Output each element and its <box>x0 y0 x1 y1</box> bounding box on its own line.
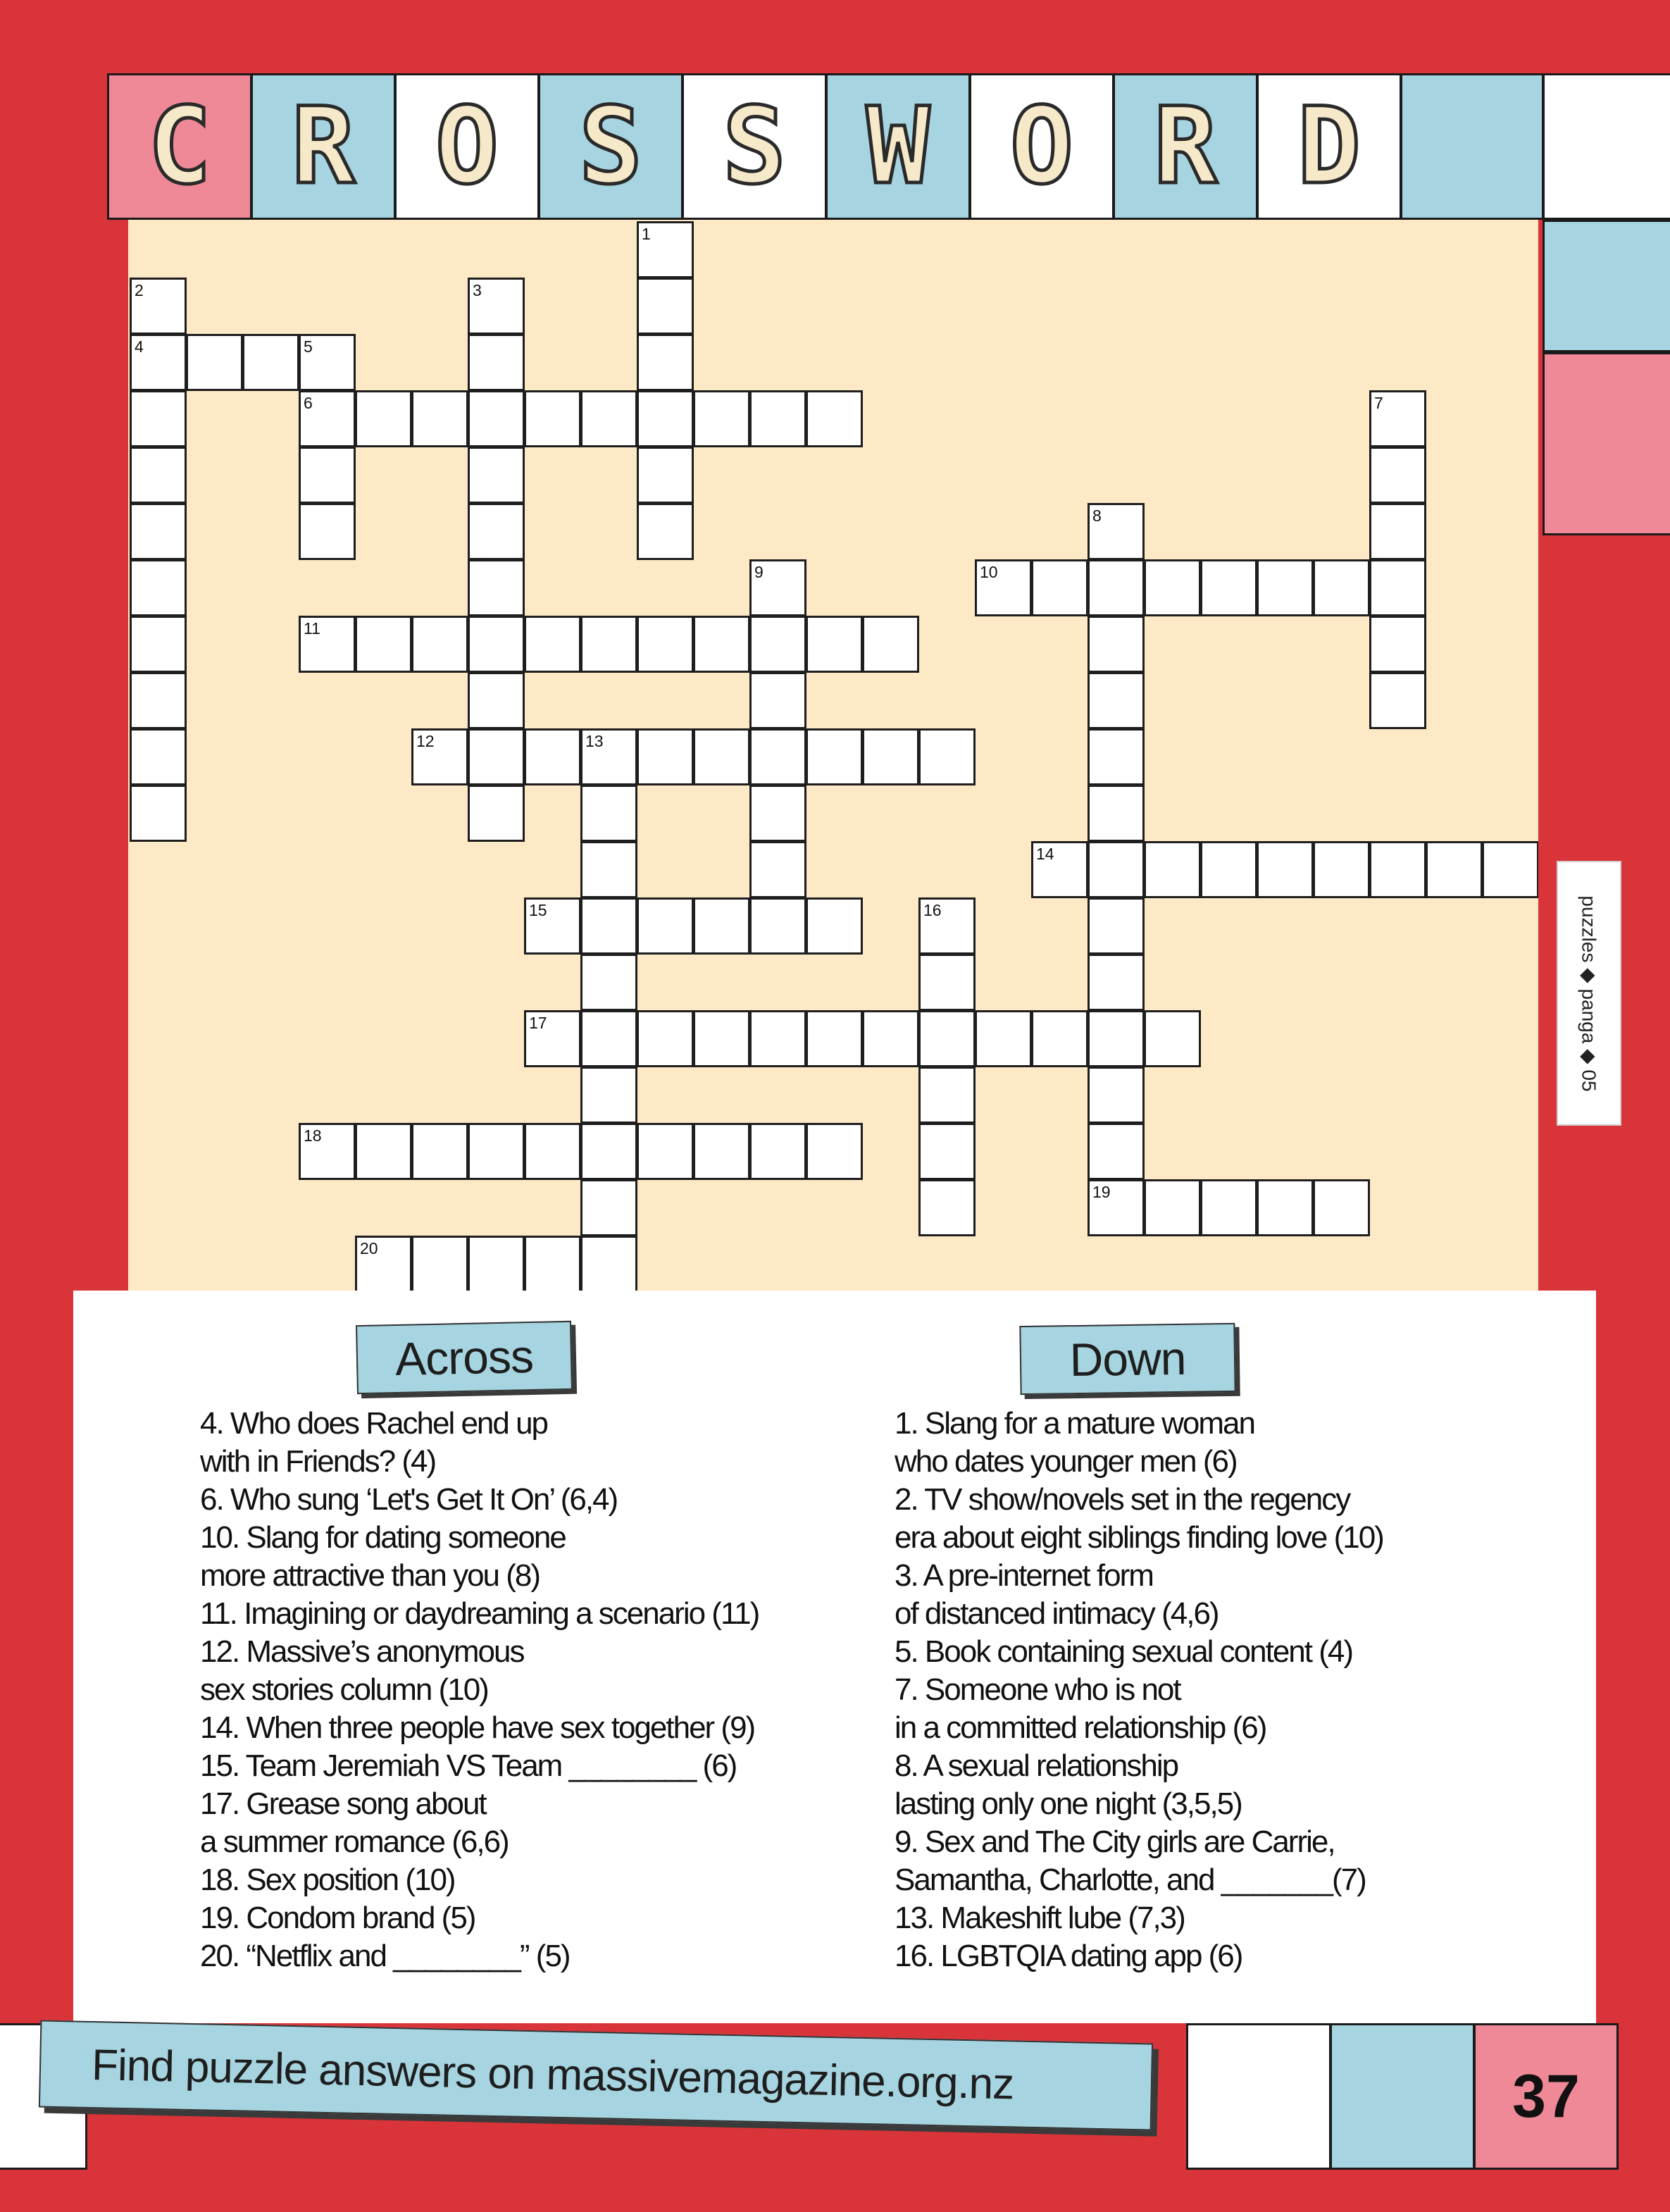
grid-cell[interactable] <box>355 390 412 447</box>
clue-number: 8 <box>1092 507 1102 525</box>
across-clue-line: 20. “Netflix and ________” (5) <box>200 1939 570 1973</box>
grid-cell[interactable] <box>468 672 525 729</box>
grid-cell[interactable] <box>1200 1179 1257 1236</box>
grid-cell[interactable] <box>918 1067 976 1124</box>
across-clue-line: 4. Who does Rachel end up <box>200 1406 548 1441</box>
down-clue-line: 16. LGBTQIA dating app (6) <box>895 1939 1242 1973</box>
clue-number: 15 <box>529 901 547 919</box>
across-clue-line: 11. Imagining or daydreaming a scenario (11) <box>200 1596 759 1631</box>
grid-cell[interactable] <box>637 1123 694 1180</box>
grid-cell[interactable] <box>524 390 581 447</box>
across-clue-line: 19. Condom brand (5) <box>200 1901 475 1935</box>
grid-cell[interactable] <box>580 1067 637 1124</box>
grid-cell[interactable] <box>355 616 412 673</box>
clue-number: 20 <box>360 1239 378 1257</box>
grid-cell[interactable] <box>1144 1010 1201 1067</box>
grid-cell[interactable] <box>637 616 694 673</box>
down-clue-line: who dates younger men (6) <box>895 1444 1237 1479</box>
across-clue-list <box>200 1405 904 1975</box>
grid-cell[interactable] <box>918 1010 976 1067</box>
grid-cell[interactable] <box>580 616 637 673</box>
grid-cell[interactable] <box>1088 728 1145 785</box>
across-clue-line: sex stories column (10) <box>200 1672 488 1707</box>
title-letter-o2: O <box>969 73 1114 220</box>
title-letter-o: O <box>394 73 540 220</box>
title-letter-w: W <box>825 73 971 220</box>
grid-cell[interactable] <box>411 390 468 447</box>
down-clue-line: 7. Someone who is not <box>895 1672 1180 1707</box>
grid-cell[interactable] <box>580 390 637 447</box>
footer-square-blue <box>1330 2023 1475 2170</box>
down-clue-line: lasting only one night (3,5,5) <box>895 1787 1242 1821</box>
grid-cell[interactable] <box>693 1123 750 1180</box>
grid-cell[interactable] <box>1088 616 1145 673</box>
grid-cell[interactable] <box>411 616 468 673</box>
grid-cell[interactable] <box>1313 1179 1370 1236</box>
grid-cell[interactable] <box>749 841 806 898</box>
grid-cell[interactable] <box>1426 841 1483 898</box>
grid-cell[interactable] <box>1088 841 1145 898</box>
clue-number: 10 <box>980 563 998 581</box>
down-clue-line: 8. A sexual relationship <box>895 1748 1178 1783</box>
grid-cell[interactable] <box>918 1179 976 1236</box>
grid-cell[interactable] <box>637 897 694 955</box>
grid-cell[interactable] <box>1088 1067 1145 1124</box>
down-heading-text: Down <box>1069 1331 1186 1386</box>
grid-cell[interactable] <box>693 616 750 673</box>
title-letter-c: C <box>107 73 252 220</box>
grid-cell[interactable] <box>411 1123 468 1180</box>
grid-cell[interactable] <box>299 503 356 560</box>
grid-cell[interactable] <box>1369 503 1426 560</box>
clue-number: 5 <box>304 337 313 356</box>
grid-cell[interactable] <box>186 334 243 391</box>
grid-cell[interactable] <box>580 1010 637 1067</box>
down-clue-line: 2. TV show/novels set in the regency <box>895 1482 1350 1517</box>
down-heading <box>1019 1323 1235 1395</box>
grid-cell[interactable] <box>1144 1179 1201 1236</box>
grid-cell[interactable] <box>637 1010 694 1067</box>
grid-cell[interactable] <box>862 1010 919 1067</box>
grid-cell[interactable] <box>580 1179 637 1236</box>
page-number: 37 <box>1512 2062 1580 2130</box>
grid-cell[interactable] <box>130 447 187 504</box>
title-empty-square <box>1400 73 1544 220</box>
grid-cell[interactable] <box>693 1010 750 1067</box>
title-letter-d: D <box>1257 73 1402 220</box>
grid-cell[interactable] <box>468 334 525 391</box>
grid-cell[interactable] <box>411 1236 468 1291</box>
across-clue-line: with in Friends? (4) <box>200 1444 436 1479</box>
clue-number: 19 <box>1092 1183 1111 1201</box>
clue-number: 11 <box>304 619 320 638</box>
grid-cell[interactable] <box>580 785 637 842</box>
grid-cell[interactable] <box>1031 559 1088 616</box>
grid-cell[interactable] <box>1031 1010 1088 1067</box>
grid-cell[interactable] <box>524 728 581 785</box>
grid-cell[interactable] <box>1369 841 1426 898</box>
down-clue-line: 5. Book containing sexual content (4) <box>895 1634 1353 1669</box>
grid-cell[interactable] <box>918 954 976 1011</box>
grid-cell[interactable] <box>580 1123 637 1180</box>
grid-cell[interactable] <box>1257 1179 1314 1236</box>
side-tab-text: puzzles ◆ panga ◆ 05 <box>1578 895 1600 1092</box>
grid-cell[interactable] <box>130 390 187 447</box>
across-heading <box>356 1321 573 1394</box>
clues-panel <box>73 1291 1596 2023</box>
clue-number: 16 <box>923 901 942 919</box>
grid-cell[interactable] <box>580 841 637 898</box>
grid-cell[interactable] <box>468 390 525 447</box>
across-clue-line: 14. When three people have sex together (9) <box>200 1710 755 1745</box>
grid-cell[interactable] <box>749 616 806 673</box>
grid-cell[interactable] <box>1088 897 1145 955</box>
grid-cell[interactable] <box>468 559 525 616</box>
grid-cell[interactable] <box>637 278 694 335</box>
answers-text: Find puzzle answers on massivemagazine.org.nz <box>91 2040 1014 2108</box>
grid-cell[interactable] <box>468 447 525 504</box>
grid-cell[interactable] <box>1088 954 1145 1011</box>
grid-cell[interactable] <box>749 728 806 785</box>
grid-cell[interactable] <box>130 616 187 673</box>
down-clue-line: era about eight siblings finding love (10) <box>895 1520 1383 1555</box>
clue-number: 13 <box>585 732 604 750</box>
grid-cell[interactable] <box>1088 785 1145 842</box>
crossword-grid <box>128 220 1538 1291</box>
clue-number: 14 <box>1036 845 1054 863</box>
grid-cell[interactable] <box>130 672 187 729</box>
grid-cell[interactable] <box>580 897 637 955</box>
grid-cell[interactable] <box>749 672 806 729</box>
grid-cell[interactable] <box>130 785 187 842</box>
clue-number: 17 <box>529 1014 547 1032</box>
grid-cell[interactable] <box>1369 616 1426 673</box>
grid-cell[interactable] <box>130 503 187 560</box>
grid-cell[interactable] <box>637 334 694 391</box>
grid-cell[interactable] <box>580 1236 637 1291</box>
clue-number: 3 <box>473 281 482 299</box>
grid-cell[interactable] <box>524 1123 581 1180</box>
across-clue-line: 17. Grease song about <box>200 1787 486 1821</box>
grid-cell[interactable] <box>918 1123 976 1180</box>
grid-cell[interactable] <box>1200 841 1257 898</box>
deco-square-pink <box>1543 352 1670 535</box>
grid-cell[interactable] <box>1369 447 1426 504</box>
grid-cell[interactable] <box>637 503 694 560</box>
grid-cell[interactable] <box>1369 672 1426 729</box>
grid-cell[interactable] <box>749 1010 806 1067</box>
grid-cell[interactable] <box>524 1236 581 1291</box>
down-clue-line: Samantha, Charlotte, and _______(7) <box>895 1863 1366 1897</box>
clue-number: 4 <box>135 337 144 356</box>
grid-cell[interactable] <box>468 616 525 673</box>
grid-cell[interactable] <box>637 447 694 504</box>
clue-number: 7 <box>1374 394 1383 412</box>
title-letter-r2: R <box>1113 73 1258 220</box>
grid-cell[interactable] <box>468 728 525 785</box>
grid-cell[interactable] <box>1088 1010 1145 1067</box>
grid-cell[interactable] <box>637 728 694 785</box>
across-clue-line: a summer romance (6,6) <box>200 1825 509 1859</box>
clue-number: 6 <box>304 394 313 412</box>
grid-cell[interactable] <box>1144 559 1201 616</box>
footer-square-white <box>1186 2023 1331 2170</box>
across-heading-text: Across <box>394 1329 534 1386</box>
grid-cell[interactable] <box>1482 841 1538 898</box>
grid-cell[interactable] <box>130 728 187 785</box>
grid-cell[interactable] <box>468 503 525 560</box>
down-clue-line: 9. Sex and The City girls are Carrie, <box>895 1825 1335 1859</box>
grid-cell[interactable] <box>1144 841 1201 898</box>
grid-cell[interactable] <box>862 616 919 673</box>
side-tab <box>1557 861 1621 1126</box>
grid-cell[interactable] <box>1257 841 1314 898</box>
grid-cell[interactable] <box>693 390 750 447</box>
grid-cell[interactable] <box>580 954 637 1011</box>
grid-cell[interactable] <box>1313 559 1370 616</box>
grid-cell[interactable] <box>693 897 750 955</box>
grid-cell[interactable] <box>1313 841 1370 898</box>
grid-cell[interactable] <box>806 728 863 785</box>
grid-cell[interactable] <box>1088 672 1145 729</box>
deco-square-blue <box>1543 220 1670 352</box>
grid-cell[interactable] <box>1088 559 1145 616</box>
page-number-box <box>1473 2023 1619 2170</box>
across-clue-line: 15. Team Jeremiah VS Team ________ (6) <box>200 1748 737 1783</box>
title-letter-s2: S <box>682 73 827 220</box>
across-clue-line: 12. Massive’s anonymous <box>200 1634 524 1669</box>
grid-cell[interactable] <box>806 616 863 673</box>
across-clue-line: 10. Slang for dating someone <box>200 1520 566 1555</box>
grid-cell[interactable] <box>468 1123 525 1180</box>
title-empty-square-2 <box>1543 73 1670 220</box>
grid-cell[interactable] <box>242 334 299 391</box>
grid-cell[interactable] <box>806 390 863 447</box>
grid-cell[interactable] <box>1369 559 1426 616</box>
down-clue-line: in a committed relationship (6) <box>895 1710 1266 1745</box>
grid-cell[interactable] <box>806 1123 863 1180</box>
grid-cell[interactable] <box>468 1236 525 1291</box>
across-clue-line: 6. Who sung ‘Let's Get It On’ (6,4) <box>200 1482 618 1517</box>
grid-cell[interactable] <box>1088 1123 1145 1180</box>
grid-cell[interactable] <box>918 728 976 785</box>
clue-number: 2 <box>135 281 144 299</box>
down-clue-line: 1. Slang for a mature woman <box>895 1406 1254 1441</box>
title-letter-s: S <box>538 73 683 220</box>
title-letter-r: R <box>251 73 396 220</box>
clue-number: 1 <box>642 225 651 243</box>
across-clue-line: more attractive than you (8) <box>200 1558 540 1593</box>
grid-cell[interactable] <box>749 897 806 955</box>
grid-cell[interactable] <box>749 390 806 447</box>
clue-number: 12 <box>416 732 435 750</box>
down-clue-line: of distanced intimacy (4,6) <box>895 1596 1219 1631</box>
grid-cell[interactable] <box>1257 559 1314 616</box>
answers-banner <box>39 2020 1153 2130</box>
clue-number: 9 <box>754 563 764 581</box>
grid-cell[interactable] <box>524 616 581 673</box>
grid-cell[interactable] <box>975 1010 1032 1067</box>
grid-cell[interactable] <box>355 1123 412 1180</box>
grid-cell[interactable] <box>468 785 525 842</box>
grid-cell[interactable] <box>806 897 863 955</box>
grid-cell[interactable] <box>1200 559 1257 616</box>
down-clue-line: 3. A pre-internet form <box>895 1558 1153 1593</box>
down-clue-list <box>895 1405 1571 1975</box>
down-clue-line: 13. Makeshift lube (7,3) <box>895 1901 1185 1935</box>
grid-cell[interactable] <box>806 1010 863 1067</box>
grid-cell[interactable] <box>749 1123 806 1180</box>
grid-cell[interactable] <box>130 559 187 616</box>
clue-number: 18 <box>304 1126 322 1145</box>
across-clue-line: 18. Sex position (10) <box>200 1863 455 1897</box>
grid-cell[interactable] <box>749 785 806 842</box>
grid-cell[interactable] <box>862 728 919 785</box>
grid-cell[interactable] <box>299 447 356 504</box>
grid-cell[interactable] <box>637 390 694 447</box>
grid-cell[interactable] <box>693 728 750 785</box>
